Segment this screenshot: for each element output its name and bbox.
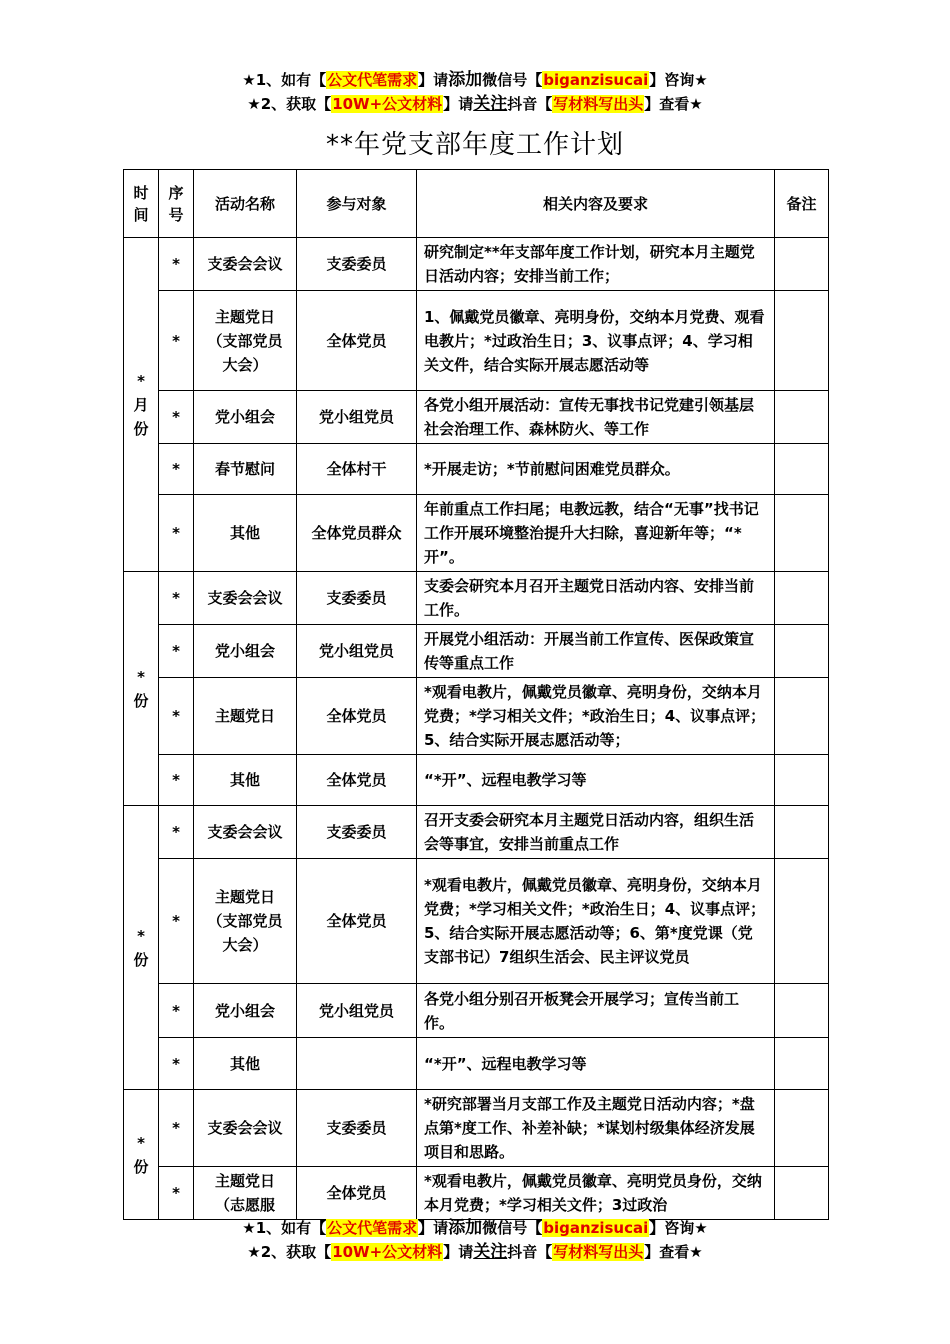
content-cell: 1、佩戴党员徽章、亮明身份，交纳本月党费、观看电教片；*过政治生日；3、议事点评；4、学习相关文件，结合实际开展志愿活动等: [417, 291, 775, 391]
banner-emphasis: 添加: [448, 70, 483, 90]
table-row: [124, 755, 829, 806]
participants-cell: 支委委员: [297, 1090, 417, 1167]
content-cell: “*开”、远程电教学习等: [417, 755, 775, 806]
participants-cell: 支委委员: [297, 572, 417, 625]
month-cell: *月份: [124, 238, 159, 572]
content-cell: *观看电教片，佩戴党员徽章、亮明身份，交纳本月党费；*学习相关文件；*政治生日；4、议事点评；5、结合实际开展志愿活动等；: [417, 678, 775, 755]
seq-cell: *: [159, 1167, 194, 1220]
remark-cell: [775, 984, 829, 1038]
activity-cell: 支委会会议: [194, 806, 297, 859]
table-row: [124, 625, 829, 678]
month-cell: *份: [124, 572, 159, 806]
banner-text: 微信号【: [482, 1219, 543, 1237]
header-activity: 活动名称: [194, 170, 297, 238]
remark-cell: [775, 495, 829, 572]
banner-text: 】咨询★: [649, 1219, 708, 1237]
remark-cell: [775, 238, 829, 291]
banner-top: [0, 70, 950, 118]
month-cell: *份: [124, 806, 159, 1090]
table-header-row: [124, 170, 829, 238]
banner-emphasis: 关注: [473, 94, 508, 114]
banner-line-1: [0, 1218, 950, 1242]
participants-cell: 党小组党员: [297, 984, 417, 1038]
activity-cell: 党小组会: [194, 984, 297, 1038]
remark-cell: [775, 1038, 829, 1090]
remark-cell: [775, 572, 829, 625]
seq-cell: *: [159, 1090, 194, 1167]
content-cell: *观看电教片，佩戴党员徽章、亮明身份，交纳本月党费；*学习相关文件；*政治生日；4、议事点评；5、结合实际开展志愿活动等；6、第*度党课（党支部书记）7组织生活会、民主评议党员: [417, 859, 775, 984]
participants-cell: 全体村干: [297, 444, 417, 495]
banner-highlight: biganzisucai: [543, 71, 649, 89]
seq-cell: *: [159, 291, 194, 391]
banner-highlight: 写材料写出头: [553, 1243, 644, 1261]
activity-cell: 主题党日（支部党员大会）: [194, 859, 297, 984]
activity-cell: 支委会会议: [194, 572, 297, 625]
banner-line-1: [0, 70, 950, 94]
content-cell: 开展党小组活动：开展当前工作宣传、医保政策宣传等重点工作: [417, 625, 775, 678]
seq-cell: *: [159, 806, 194, 859]
banner-highlight: 写材料写出头: [553, 95, 644, 113]
activity-cell: 主题党日（志愿服: [194, 1167, 297, 1220]
banner-highlight: 10W+公文材料: [332, 95, 443, 113]
table-row: [124, 1167, 829, 1220]
seq-cell: *: [159, 238, 194, 291]
work-plan-table: [123, 169, 829, 1220]
banner-text: 】请: [443, 95, 474, 113]
participants-cell: 全体党员: [297, 291, 417, 391]
remark-cell: [775, 291, 829, 391]
content-cell: *开展走访；*节前慰问困难党员群众。: [417, 444, 775, 495]
remark-cell: [775, 1090, 829, 1167]
seq-cell: *: [159, 572, 194, 625]
header-content: 相关内容及要求: [417, 170, 775, 238]
banner-emphasis: 添加: [448, 1218, 483, 1238]
seq-cell: *: [159, 859, 194, 984]
remark-cell: [775, 625, 829, 678]
participants-cell: 全体党员: [297, 859, 417, 984]
seq-cell: *: [159, 391, 194, 444]
banner-text: 抖音【: [507, 1243, 553, 1261]
activity-cell: 主题党日: [194, 678, 297, 755]
activity-cell: 支委会会议: [194, 1090, 297, 1167]
banner-text: 】请: [443, 1243, 474, 1261]
banner-highlight: 10W+公文材料: [332, 1243, 443, 1261]
activity-cell: 党小组会: [194, 625, 297, 678]
banner-emphasis: 关注: [473, 1242, 508, 1262]
content-cell: 支委会研究本月召开主题党日活动内容、安排当前工作。: [417, 572, 775, 625]
header-remark: 备注: [775, 170, 829, 238]
activity-cell: 党小组会: [194, 391, 297, 444]
participants-cell: 全体党员群众: [297, 495, 417, 572]
table-row: [124, 495, 829, 572]
banner-line-2: [0, 94, 950, 118]
content-cell: *研究部署当月支部工作及主题党日活动内容；*盘点第*度工作、补差补缺；*谋划村级集体经济发展项目和思路。: [417, 1090, 775, 1167]
banner-line-2: [0, 1242, 950, 1266]
table-row: [124, 1090, 829, 1167]
participants-cell: 全体党员: [297, 755, 417, 806]
remark-cell: [775, 1167, 829, 1220]
seq-cell: *: [159, 625, 194, 678]
banner-text: 】请: [418, 71, 449, 89]
banner-text: 】查看★: [644, 1243, 703, 1261]
banner-text: ★1、如有【: [242, 1219, 327, 1237]
table-row: [124, 859, 829, 984]
participants-cell: 党小组党员: [297, 625, 417, 678]
banner-text: 】请: [418, 1219, 449, 1237]
participants-cell: 支委委员: [297, 806, 417, 859]
table-row: [124, 444, 829, 495]
content-cell: 召开支委会研究本月主题党日活动内容，组织生活会等事宜，安排当前重点工作: [417, 806, 775, 859]
activity-cell: 支委会会议: [194, 238, 297, 291]
banner-text: 抖音【: [507, 95, 553, 113]
participants-cell: 全体党员: [297, 1167, 417, 1220]
banner-text: ★2、获取【: [247, 95, 332, 113]
seq-cell: *: [159, 495, 194, 572]
table-row: [124, 391, 829, 444]
seq-cell: *: [159, 678, 194, 755]
table-row: [124, 291, 829, 391]
content-cell: 研究制定**年支部年度工作计划，研究本月主题党日活动内容；安排当前工作；: [417, 238, 775, 291]
participants-cell: 党小组党员: [297, 391, 417, 444]
content-cell: 各党小组开展活动：宣传无事找书记党建引领基层社会治理工作、森林防火、等工作: [417, 391, 775, 444]
month-cell: *份: [124, 1090, 159, 1220]
participants-cell: 支委委员: [297, 238, 417, 291]
banner-bottom: [0, 1218, 950, 1266]
activity-cell: 春节慰问: [194, 444, 297, 495]
banner-highlight: 公文代笔需求: [327, 71, 418, 89]
remark-cell: [775, 806, 829, 859]
seq-cell: *: [159, 444, 194, 495]
document-title: **年党支部年度工作计划: [325, 130, 624, 160]
table-row: [124, 806, 829, 859]
activity-cell: 其他: [194, 495, 297, 572]
content-cell: “*开”、远程电教学习等: [417, 1038, 775, 1090]
banner-highlight: 公文代笔需求: [327, 1219, 418, 1237]
banner-text: ★2、获取【: [247, 1243, 332, 1261]
banner-text: 】查看★: [644, 95, 703, 113]
table-row: [124, 572, 829, 625]
content-cell: 各党小组分别召开板凳会开展学习；宣传当前工作。: [417, 984, 775, 1038]
header-time: 时间: [124, 170, 159, 238]
seq-cell: *: [159, 984, 194, 1038]
table-row: [124, 678, 829, 755]
remark-cell: [775, 678, 829, 755]
activity-cell: 其他: [194, 1038, 297, 1090]
banner-highlight: biganzisucai: [543, 1219, 649, 1237]
header-participants: 参与对象: [297, 170, 417, 238]
table-row: [124, 984, 829, 1038]
content-cell: *观看电教片，佩戴党员徽章、亮明党员身份，交纳本月党费；*学习相关文件；3过政治: [417, 1167, 775, 1220]
remark-cell: [775, 391, 829, 444]
banner-text: 微信号【: [482, 71, 543, 89]
banner-text: 】咨询★: [649, 71, 708, 89]
participants-cell: [297, 1038, 417, 1090]
banner-text: ★1、如有【: [242, 71, 327, 89]
table-row: [124, 1038, 829, 1090]
remark-cell: [775, 859, 829, 984]
seq-cell: *: [159, 1038, 194, 1090]
header-seq: 序号: [159, 170, 194, 238]
seq-cell: *: [159, 755, 194, 806]
activity-cell: 主题党日（支部党员大会）: [194, 291, 297, 391]
participants-cell: 全体党员: [297, 678, 417, 755]
table-row: [124, 238, 829, 291]
content-cell: 年前重点工作扫尾；电教远教，结合“无事”找书记工作开展环境整治提升大扫除，喜迎新年等；“*开”。: [417, 495, 775, 572]
activity-cell: 其他: [194, 755, 297, 806]
remark-cell: [775, 755, 829, 806]
remark-cell: [775, 444, 829, 495]
